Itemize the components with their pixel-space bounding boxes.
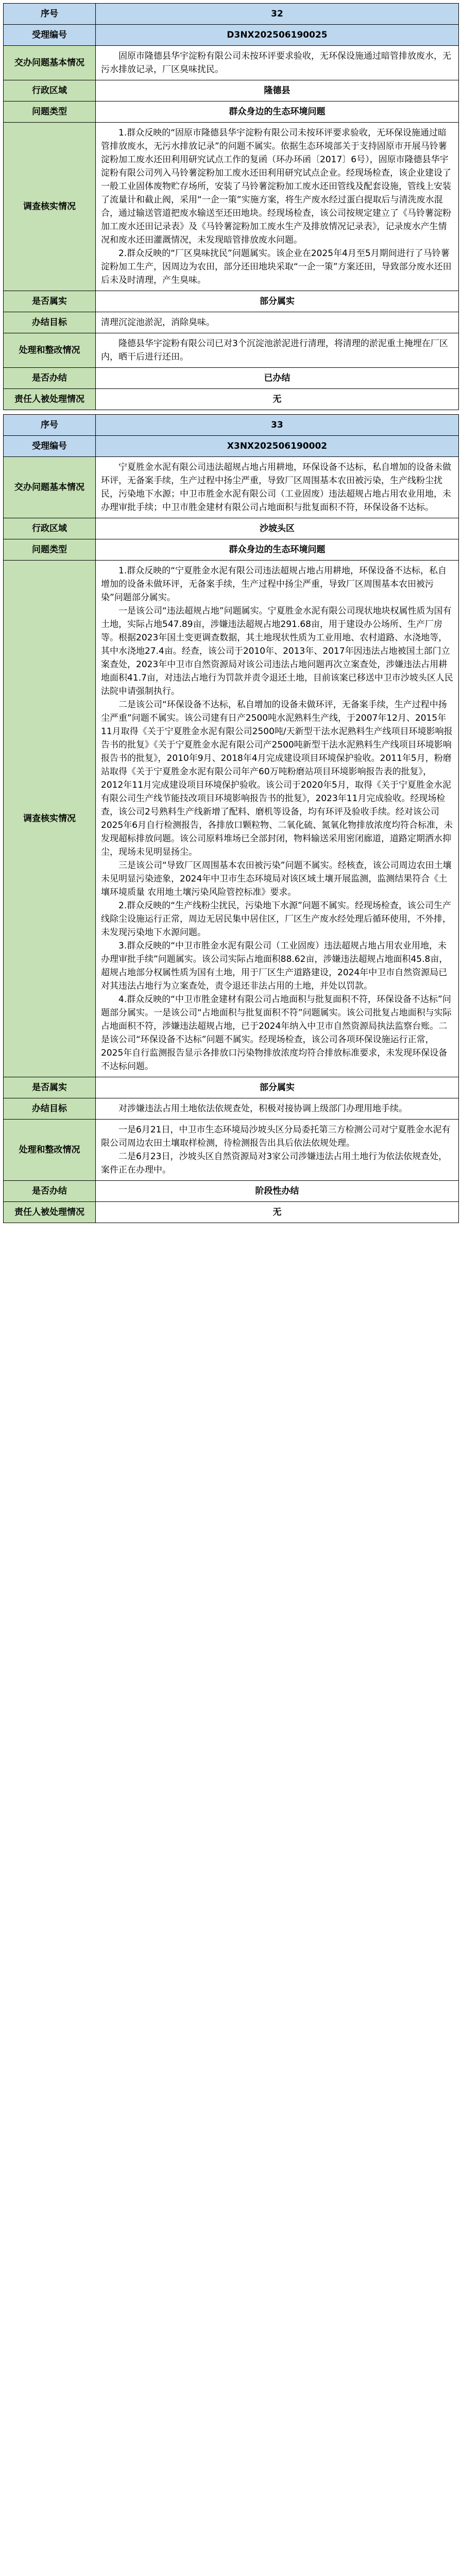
header-row <box>4 4 459 25</box>
region-label: 行政区域 <box>4 518 96 539</box>
done-value: 已办结 <box>96 368 459 389</box>
record-33 <box>3 414 459 1223</box>
code-value: X3NX202506190002 <box>96 436 459 457</box>
investigation-paragraph: 1.群众反映的“宁夏胜金水泥有限公司违法超规占地占用耕地，环保设备不达标，私自增加的设备未做环评，无备案手续，生产过程中扬尘严重，导致厂区周围基本农田被污染”问题部分属实。 <box>101 566 447 603</box>
investigation-paragraph: 1.群众反映的“固原市隆德县华宇淀粉有限公司未按环评要求验收，无环保设施通过暗管排放废水，无污水排放记录”的问题不属实。依据生态环境部关于支持固原市开展马铃薯淀粉加工废水还田利用研究试点工作的复函（环办环函〔2017〕6号），固原市隆德县华宇淀粉有限公司列入马铃薯淀粉加工废水还田利用研究试点企业。经现场检查，该企业建设了一般工业固体废物贮存场所，安装了马铃薯淀粉加工废水还田管线及配套设施，管线上安装了流量计和截止阀，采用“一企一策”实施方案，将生产废水经过蛋白提取后与清洗废水混合，通过输送管道把废水输送至还田地块。经现场检查，该公司按规定建立了《马铃薯淀粉加工废水还田记录表》及《马铃薯淀粉加工废水生产及排放情况记录表》，记录废水产生情况和废水还田灌溉情况，未发现暗管排放废水问题。 <box>101 128 451 245</box>
investigation-label: 调查核实情况 <box>4 123 96 291</box>
investigation-value <box>96 123 459 291</box>
accountable-value: 无 <box>96 1202 459 1223</box>
accountable-value: 无 <box>96 389 459 410</box>
handling-paragraph: 隆德县华宇淀粉有限公司已对3个沉淀池淤泥进行清理，将清理的淤泥重土掩埋在厂区内，晒干后进行还田。 <box>101 338 448 362</box>
record-table <box>3 414 459 1223</box>
handling-paragraph: 二是6月23日，沙坡头区自然资源局对3家公司涉嫌违法占用土地行为依法依规查处，案件正在办理中。 <box>101 1151 448 1175</box>
accountable-row <box>4 389 459 410</box>
investigation-value <box>96 561 459 1077</box>
accountable-label: 责任人被处理情况 <box>4 389 96 410</box>
situation-label: 交办问题基本情况 <box>4 457 96 518</box>
handling-value <box>96 333 459 368</box>
investigation-paragraph: 4.群众反映的“中卫市胜金建材有限公司占地面积与批复面积不符，环保设备不达标”问题部分属实。一是该公司“占地面积与批复面积不符”问题属实。该公司批复占地面积与实际占地面积不符，涉嫌违法超规占地，已于2024年纳入中卫市自然资源局执法监察台账。二是该公司“环保设备不达标”问题不属实。经现场检查，该公司各项环保设施运行正常，2025年自行监测报告显示各排放口污染物排放浓度均符合排放标准要求，未发现环保设备不达标问题。 <box>101 994 452 1072</box>
situation-text: 固原市隆德县华宇淀粉有限公司未按环评要求验收，无环保设施通过暗管排放废水，无污水排放记录，厂区臭味扰民。 <box>101 51 451 75</box>
seq-label: 序号 <box>4 4 96 25</box>
accountable-row <box>4 1202 459 1223</box>
handling-row <box>4 1120 459 1181</box>
code-label: 受理编号 <box>4 25 96 46</box>
investigation-paragraph: 三是该公司“导致厂区周围基本农田被污染”问题不属实。经核查，该公司周边农田土壤未见明显污染迹象，2024年中卫市生态环境局对该区域土壤开展监测，监测结果符合《土壤环境质量 农用地土壤污染风险管控标准》要求。 <box>101 860 452 897</box>
investigation-paragraph: 二是该公司“环保设备不达标，私自增加的设备未做环评，无备案手续，生产过程中扬尘严重”问题不属实。该公司建有日产2500吨水泥熟料生产线，于2007年12月、2015年11月取得《关于宁夏胜金水泥有限公司2500吨/天新型干法水泥熟料生产线项目环境影响报告书的批复》《关于宁夏胜金水泥有限公司产2500吨新型干法水泥熟料生产线项目环境影响报告书的批复》，2010年9月、2018年4月完成建设项目环境保护验收。2011年5月，粉磨站取得《关于宁夏胜金水泥有限公司年产60万吨粉磨站项目环境影响报告表的批复》，2012年11月完成建设项目环境保护验收。该公司于2020年5月，取得《关于宁夏胜金水泥有限公司生产线节能技改项目环境影响报告书的批复》，2023年11月完成验收。经现场检查，该公司2号熟料生产线新增了配料、磨机等设备，均有环评及验收手续。经对该公司2025年6月自行检测报告，各排放口颗粒物、二氧化硫、氮氧化物排放浓度均符合标准，未发现超标排放问题。该公司原料堆场已全部封闭，物料输送采用密闭廊道，道路定期洒水抑尘，现场未见明显扬尘。 <box>101 700 453 857</box>
seq-value: 32 <box>96 4 459 25</box>
is-true-row <box>4 1077 459 1098</box>
seq-label: 序号 <box>4 415 96 436</box>
done-row <box>4 368 459 389</box>
code-label: 受理编号 <box>4 436 96 457</box>
investigation-row <box>4 561 459 1077</box>
done-label: 是否办结 <box>4 368 96 389</box>
target-value <box>96 1098 459 1120</box>
situation-value <box>96 457 459 518</box>
type-label: 问题类型 <box>4 101 96 123</box>
target-row <box>4 1098 459 1120</box>
handling-label: 处理和整改情况 <box>4 1120 96 1181</box>
region-row <box>4 80 459 101</box>
done-label: 是否办结 <box>4 1181 96 1202</box>
accountable-label: 责任人被处理情况 <box>4 1202 96 1223</box>
handling-row <box>4 333 459 368</box>
code-value: D3NX202506190025 <box>96 25 459 46</box>
target-label: 办结目标 <box>4 1098 96 1120</box>
situation-row <box>4 46 459 80</box>
investigation-label: 调查核实情况 <box>4 561 96 1077</box>
type-row <box>4 539 459 561</box>
situation-text: 宁夏胜金水泥有限公司违法超规占地占用耕地，环保设备不达标，私自增加的设备未做环评，无备案手续，生产过程中扬尘严重，导致厂区周围基本农田被污染，生产线粉尘扰民，污染地下水源；中卫市胜金水泥有限公司（工业固废）违法超规占地占用农业用地，未办理审批手续；中卫市胜金建材有限公司占地面积与批复面积不符，环保设备不达标。 <box>101 462 451 513</box>
target-row <box>4 312 459 333</box>
target-label: 办结目标 <box>4 312 96 333</box>
record-table <box>3 3 459 410</box>
target-text: 对涉嫌违法占用土地依法依规查处，积极对接协调上级部门办理用地手续。 <box>118 1104 407 1114</box>
region-value: 沙坡头区 <box>96 518 459 539</box>
region-value: 隆德县 <box>96 80 459 101</box>
situation-label: 交办问题基本情况 <box>4 46 96 80</box>
page <box>0 0 462 1223</box>
investigation-paragraph: 2.群众反映的“生产线粉尘扰民，污染地下水源”问题不属实。经现场检查，该公司生产线除尘设施运行正常，周边无居民集中居住区，厂区生产废水经处理后循环使用，不外排，未发现污染地下水源问题。 <box>101 901 451 938</box>
handling-value <box>96 1120 459 1181</box>
investigation-paragraph: 3.群众反映的“中卫市胜金水泥有限公司（工业固废）违法超规占地占用农业用地，未办理审批手续”问题属实。该公司实际占地面积88.62亩，涉嫌违法超规占地面积45.8亩，超规占地部分权属性质为国有土地，用于厂区生产道路建设，2024年中卫市自然资源局已对其违法占地行为立案查处，责令退还非法占用的土地，并处以罚款。 <box>101 941 448 991</box>
is-true-value: 部分属实 <box>96 1077 459 1098</box>
situation-row <box>4 457 459 518</box>
done-value: 阶段性办结 <box>96 1181 459 1202</box>
type-label: 问题类型 <box>4 539 96 561</box>
situation-value <box>96 46 459 80</box>
is-true-value: 部分属实 <box>96 291 459 312</box>
is-true-row <box>4 291 459 312</box>
target-value: 清理沉淀池淤泥，消除臭味。 <box>96 312 459 333</box>
record-32 <box>3 3 459 410</box>
region-label: 行政区域 <box>4 80 96 101</box>
done-row <box>4 1181 459 1202</box>
header-row <box>4 415 459 436</box>
type-value: 群众身边的生态环境问题 <box>96 101 459 123</box>
is-true-label: 是否属实 <box>4 291 96 312</box>
type-value: 群众身边的生态环境问题 <box>96 539 459 561</box>
code-row <box>4 436 459 457</box>
investigation-paragraph: 一是该公司“违法超规占地”问题属实。宁夏胜金水泥有限公司现状地块权属性质为国有土地，实际占地547.89亩，涉嫌违法超规占地291.68亩，用于建设办公场所、生产厂房等。根据2023年国土变更调查数据，其土地现状性质为工业用地、农村道路、水浇地等，其中水浇地27.4亩。经查，该公司于2010年、2013年、2017年因违法占地被国土部门立案查处，2023年中卫市自然资源局对该公司违法占地问题再次立案查处，涉嫌违法占用耕地面积41.7亩，对违法占地行为罚款并责令退还土地，目前该案已移送中卫市沙坡头区人民法院申请强制执行。 <box>101 606 453 697</box>
investigation-paragraph: 2.群众反映的“厂区臭味扰民”问题属实。该企业在2025年4月至5月期间进行了马铃薯淀粉加工生产，因周边为农田，部分还田地块采取“一企一策”方案还田，导致部分废水还田后未及时清理，产生臭味。 <box>101 248 452 285</box>
investigation-row <box>4 123 459 291</box>
handling-label: 处理和整改情况 <box>4 333 96 368</box>
seq-value: 33 <box>96 415 459 436</box>
is-true-label: 是否属实 <box>4 1077 96 1098</box>
handling-paragraph: 一是6月21日，中卫市生态环境局沙坡头区分局委托第三方检测公司对宁夏胜金水泥有限公司周边农田土壤取样检测，待检测报告出具后依法依规处理。 <box>101 1125 451 1148</box>
code-row <box>4 25 459 46</box>
region-row <box>4 518 459 539</box>
type-row <box>4 101 459 123</box>
